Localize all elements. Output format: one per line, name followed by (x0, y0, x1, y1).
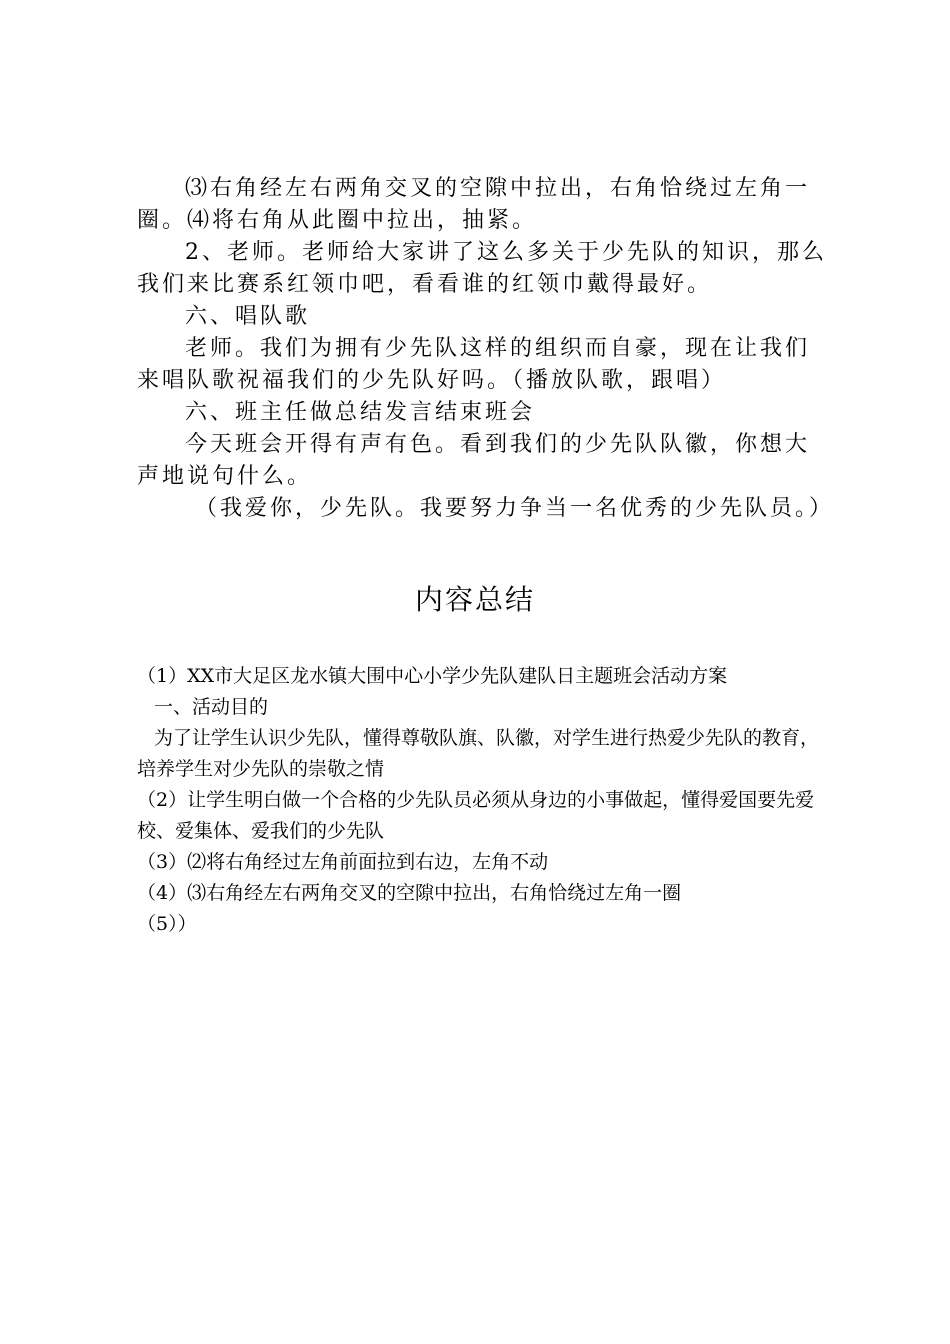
paragraph-class-meeting: 今天班会开得有声有色。看到我们的少先队队徽，你想大声地说句什么。 (137, 432, 811, 489)
summary-item: 一、活动目的 (154, 696, 269, 718)
summary-list (137, 661, 827, 940)
paragraph-teacher-contest: 2、老师。老师给大家讲了这么多关于少先队的知识，那么我们来比赛系红领巾吧，看看谁的红领巾戴得最好。 (137, 240, 827, 297)
heading-sing-anthem: 六、唱队歌 (185, 304, 311, 329)
summary-item: （4）⑶右角经左右两角交叉的空隙中拉出，右角恰绕过左角一圈 (137, 882, 682, 904)
summary-title: 内容总结 (414, 583, 535, 616)
summary-item: 为了让学生认识少先队，懂得尊敬队旗、队徽，对学生进行热爱少先队的教育，培养学生对少先队的崇敬之情 (137, 727, 820, 780)
paragraph-tie-step-3-4: ⑶右角经左右两角交叉的空隙中拉出，右角恰绕过左角一圈。⑷将右角从此圈中拉出，抽紧。 (137, 176, 811, 233)
paragraph-teacher-anthem: 老师。我们为拥有少先队这样的组织而自豪，现在让我们来唱队歌祝福我们的少先队好吗。（播放队歌，跟唱） (137, 336, 811, 393)
summary-item: （1）XX市大足区龙水镇大围中心小学少先队建队日主题班会活动方案 (137, 665, 728, 687)
heading-summary-speech: 六、班主任做总结发言结束班会 (185, 400, 536, 425)
summary-item: （5）） (137, 913, 197, 935)
paragraph-pledge: （我爱你，少先队。我要努力争当一名优秀的少先队员。） (195, 496, 835, 521)
body-text (137, 173, 835, 525)
summary-item: （3）⑵将右角经过左角前面拉到右边，左角不动 (137, 851, 549, 873)
summary-item: （2）让学生明白做一个合格的少先队员必须从身边的小事做起，懂得爱国要先爱校、爱集体、爱我们的少先队 (137, 789, 815, 842)
